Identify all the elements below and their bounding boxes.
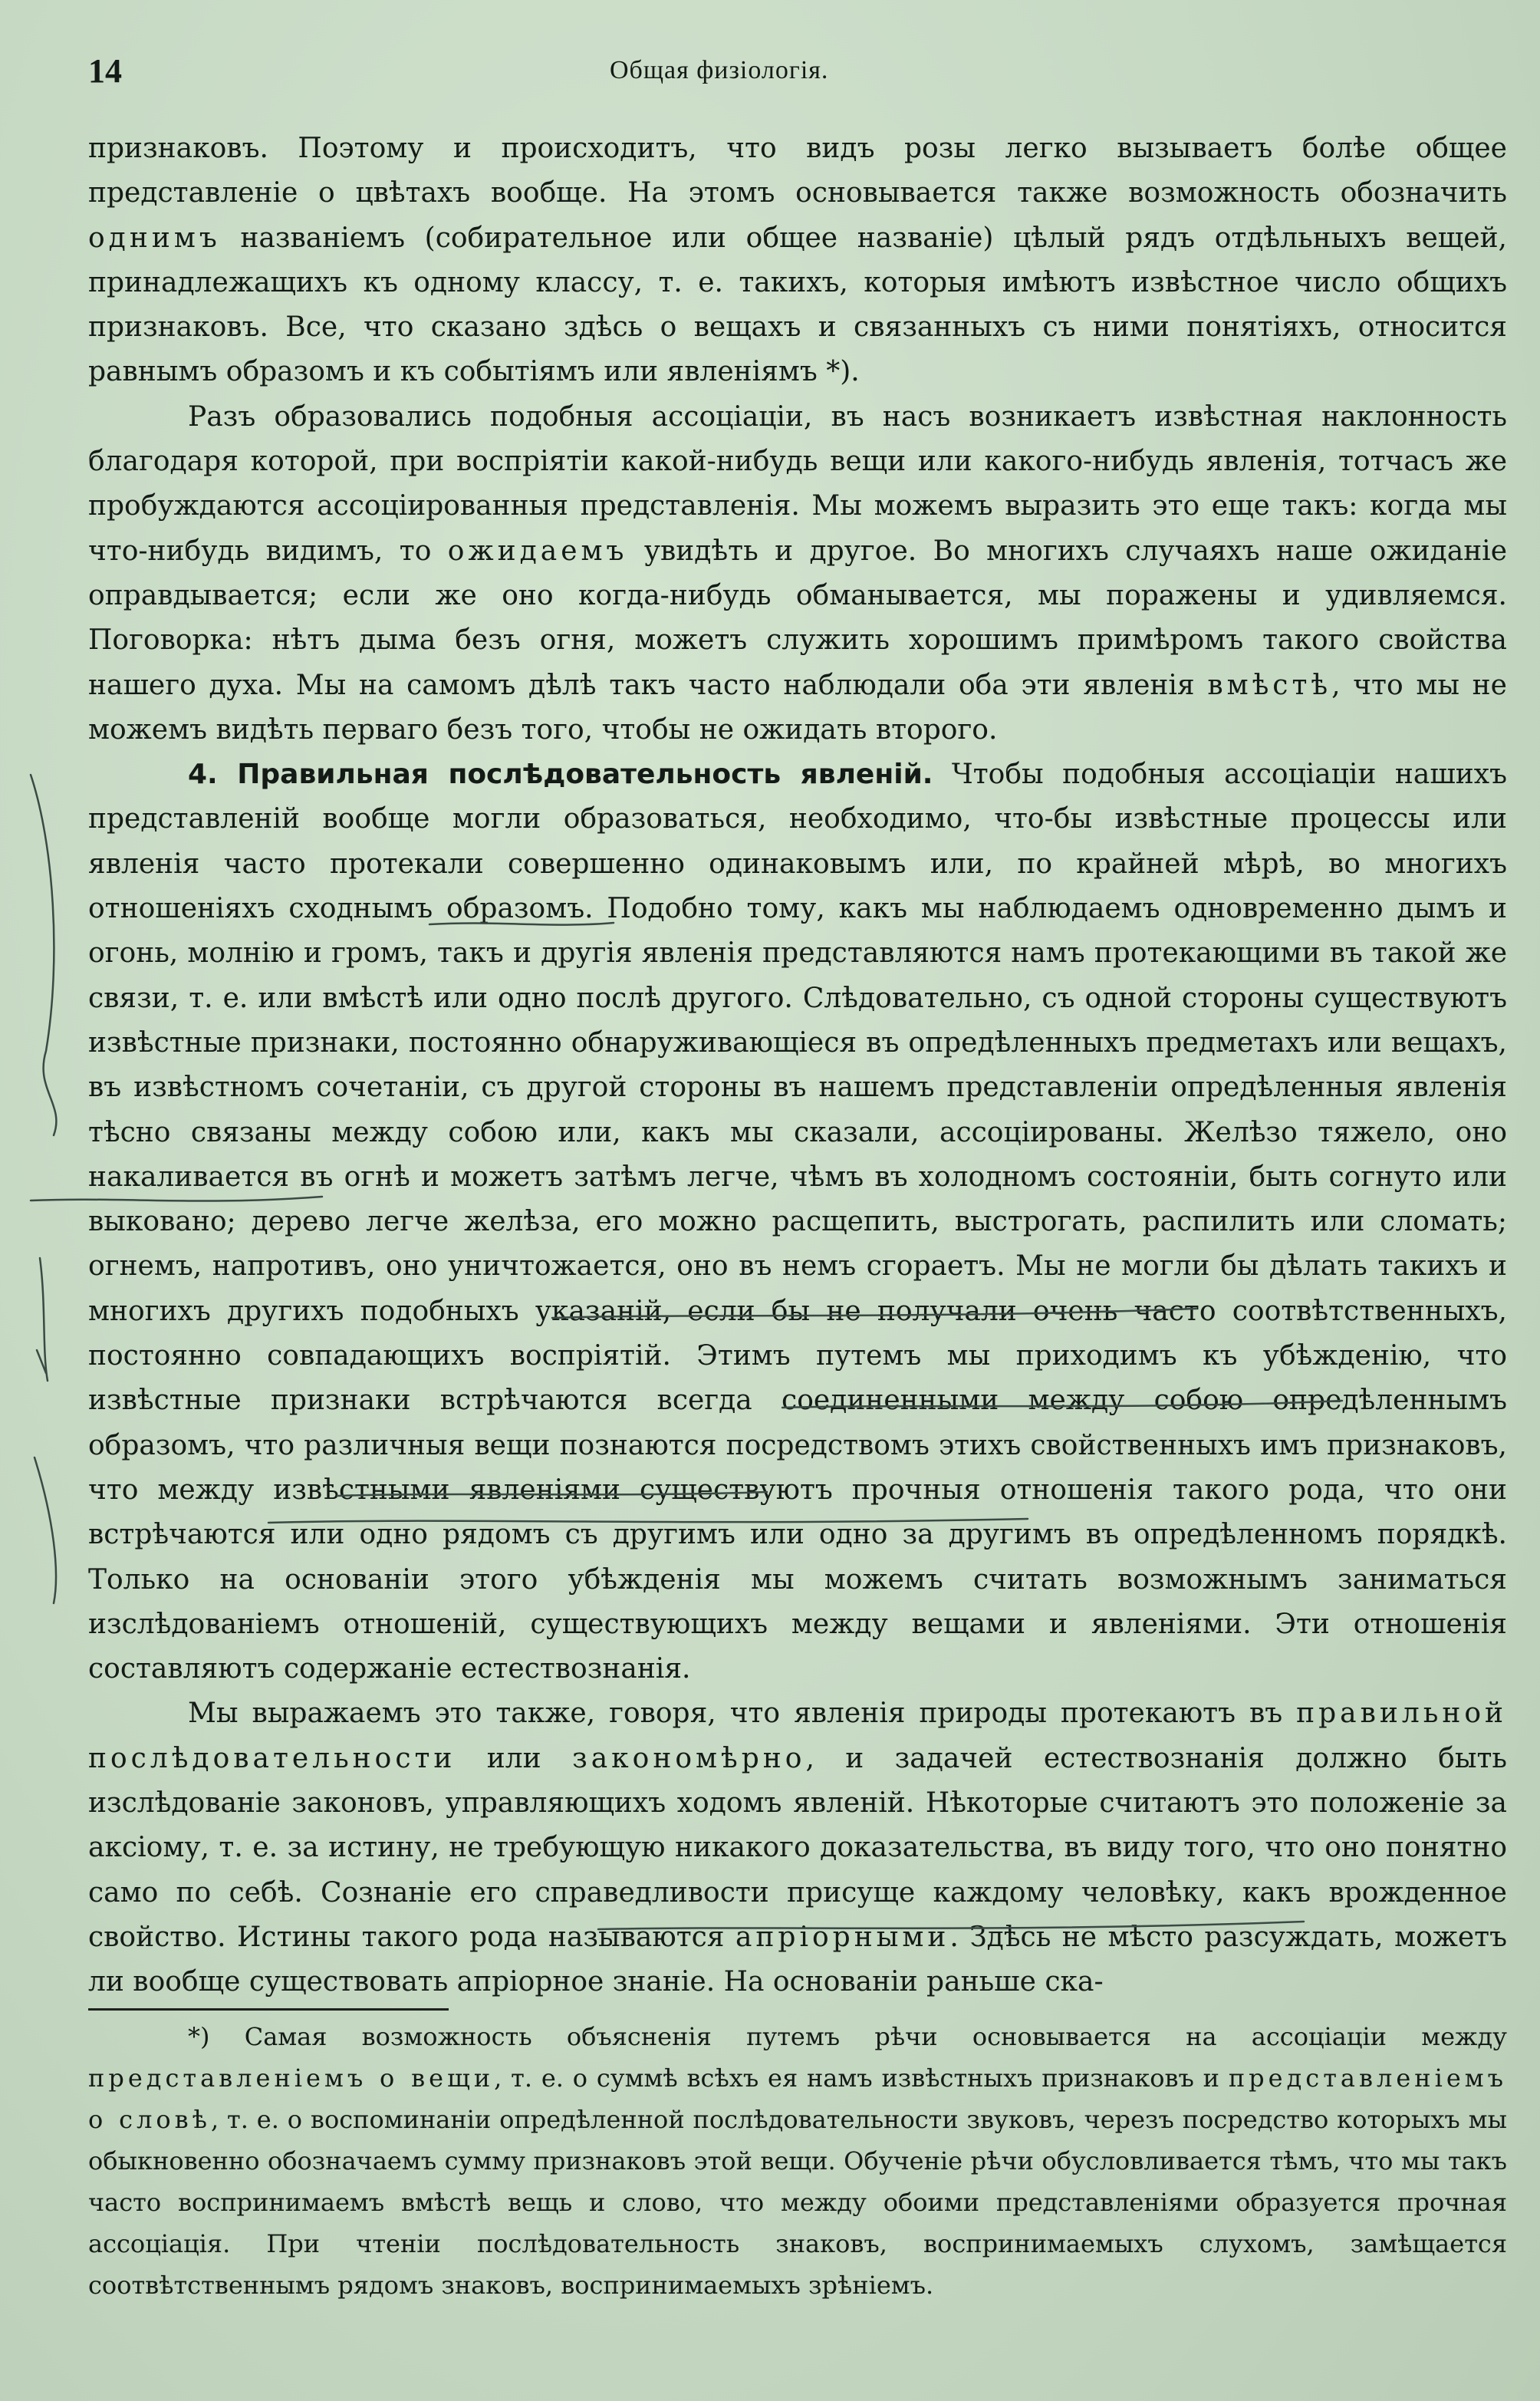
- p4-text2: или: [456, 1742, 573, 1774]
- p4-text: Мы выражаемъ это также, говоря, что явленія природы протекаютъ въ: [188, 1698, 1297, 1730]
- margin-bracket-1: [31, 775, 56, 1135]
- p2-text3: , что мы не можемъ видѣть перваго безъ того, чтобы не ожидать второго.: [88, 669, 1507, 746]
- fn-text1: *) Самая возможность объясненія путемъ рѣчи основывается на ассоціаціи между: [188, 2022, 1507, 2051]
- margin-bracket-2: [37, 1258, 48, 1381]
- p4-spaced2: закономѣрно: [572, 1742, 806, 1774]
- p2-spaced: ожидаемъ: [447, 535, 628, 567]
- paragraph-3: [88, 753, 1507, 1691]
- paragraph-2: [88, 395, 1507, 753]
- fn-text2: , т. е. о суммѣ всѣхъ ея намъ извѣстныхъ признаковъ и: [494, 2063, 1229, 2093]
- paragraph-4: [88, 1691, 1507, 2004]
- fn-text3: , т. е. о воспоминаніи опредѣленной послѣдовательности звуковъ, черезъ посредство которыхъ мы обыкновенно обозначаемъ сумму признаковъ этой вещи. Обученіе рѣчи обусловливается тѣмъ, что мы такъ часто воспринимаемъ вмѣстѣ вещь и слово, что между обоими представленіями образуется прочная ассоціація. При чтеніи послѣдовательность знаковъ, воспринимаемыхъ слухомъ, замѣщается соотвѣтственнымъ рядомъ знаковъ, воспринимаемыхъ зрѣніемъ.: [88, 2105, 1508, 2300]
- footnote-rule: [88, 2008, 449, 2011]
- footnote-paragraph: [88, 2016, 1507, 2306]
- p1-text: признаковъ. Поэтому и происходитъ, что видъ розы легко вызываетъ болѣе общее представленіе о цвѣтахъ вообще. На этомъ основывается также возможность обозначить: [88, 133, 1507, 209]
- running-title: Общая физіологія.: [610, 56, 829, 84]
- section-heading: 4. Правильная послѣдовательность явленій.: [188, 759, 933, 791]
- fn-spaced1: представленіемъ о вещи: [88, 2063, 495, 2093]
- p4-spaced: правильной послѣдовательности: [88, 1698, 1507, 1774]
- p1-spaced: однимъ: [88, 222, 221, 254]
- p2-spaced2: вмѣстѣ: [1207, 669, 1332, 701]
- body-text: [88, 127, 1507, 2004]
- p3-text: Чтобы подобныя ассоціаціи нашихъ представленій вообще могли образоваться, необходимо, что-бы извѣстные процессы или явленія часто протекали совершенно одинаковымъ или, по крайней мѣрѣ, во многихъ отношеніяхъ сходнымъ образомъ. Подобно тому, какъ мы наблюдаемъ одновременно дымъ и огонь, молнію и громъ, такъ и другія явленія представляются намъ протекающими въ такой же связи, т. е. или вмѣстѣ или одно послѣ другого. Слѣдовательно, съ одной стороны существуютъ извѣстные признаки, постоянно обнаруживающіеся въ опредѣленныхъ предметахъ или вещахъ, въ извѣстномъ сочетаніи, съ другой стороны въ нашемъ представленіи опредѣленныя явленія тѣсно связаны между собою или, какъ мы сказали, ассоціированы. Желѣзо тяжело, оно накаливается въ огнѣ и можетъ затѣмъ легче, чѣмъ въ холодномъ состояніи, быть согнуто или выковано; дерево легче желѣза, его можно расщепить, выстрогать, распилить или сломать; огнемъ, напротивъ, оно уничтожается, оно въ немъ сгораетъ. Мы не могли бы дѣлать такихъ и многихъ другихъ подобныхъ указаній, если бы не получали очень часто соотвѣтственныхъ, постоянно совпадающихъ воспріятій. Этимъ путемъ мы приходимъ къ убѣжденію, что извѣстные признаки встрѣчаются всегда соединенными между собою опредѣленнымъ образомъ, что различныя вещи познаются посредствомъ этихъ свойственныхъ имъ признаковъ, что между извѣстными явленіями существуютъ прочныя отношенія такого рода, что они встрѣчаются или одно рядомъ съ другимъ или одно за другимъ въ опредѣленномъ порядкѣ. Только на основаніи этого убѣжденія мы можемъ считать возможнымъ заниматься изслѣдованіемъ отношеній, существующихъ между вещами и явленіями. Эти отношенія составляютъ содержаніе естествознанія.: [88, 759, 1507, 1685]
- p4-text4: . Здѣсь не мѣсто разсуждать, можетъ ли вообще существовать апріорное знаніе. На основаніи раньше ска-: [88, 1921, 1507, 1998]
- p4-text3: , и задачей естествознанія должно быть изслѣдованіе законовъ, управляющихъ ходомъ явленій. Нѣкоторые считаютъ это положеніе за аксіому, т. е. за истину, не требующую никакого доказательства, въ виду того, что оно понятно само по себѣ. Сознаніе его справедливости присуще каждому человѣку, какъ врожденное свойство. Истины такого рода называются: [88, 1742, 1507, 1953]
- fn-spaced2: представленіемъ о словѣ: [88, 2063, 1507, 2134]
- p4-spaced3: апріорными: [735, 1921, 950, 1953]
- page-number: 14: [88, 52, 122, 90]
- p2-text2: увидѣть и другое. Во многихъ случаяхъ наше ожиданіе оправдывается; если же оно когда-нибудь обманывается, мы поражены и удивляемся. Поговорка: нѣтъ дыма безъ огня, можетъ служить хорошимъ примѣромъ такого свойства нашего духа. Мы на самомъ дѣлѣ такъ часто наблюдали оба эти явленія: [88, 535, 1508, 701]
- margin-bracket-3: [35, 1457, 56, 1603]
- page-header: [73, 42, 1507, 97]
- p2-text: Разъ образовались подобныя ассоціаціи, въ насъ возникаетъ извѣстная наклонность благодаря которой, при воспріятіи какой-нибудь вещи или какого-нибудь явленія, тотчасъ же пробуждаются ассоціированныя представленія. Мы можемъ выразить это еще такъ: когда мы что-нибудь видимъ, то: [88, 400, 1507, 567]
- paragraph-1: [88, 127, 1507, 395]
- footnote: [88, 2016, 1507, 2306]
- p1-text2: названіемъ (собирательное или общее названіе) цѣлый рядъ отдѣльныхъ вещей, принадлежащихъ къ одному классу, т. е. такихъ, которыя имѣютъ извѣстное число общихъ признаковъ. Все, что сказано здѣсь о вещахъ и связанныхъ съ ними понятіяхъ, относится равнымъ образомъ и къ событіямъ или явленіямъ *).: [88, 222, 1507, 388]
